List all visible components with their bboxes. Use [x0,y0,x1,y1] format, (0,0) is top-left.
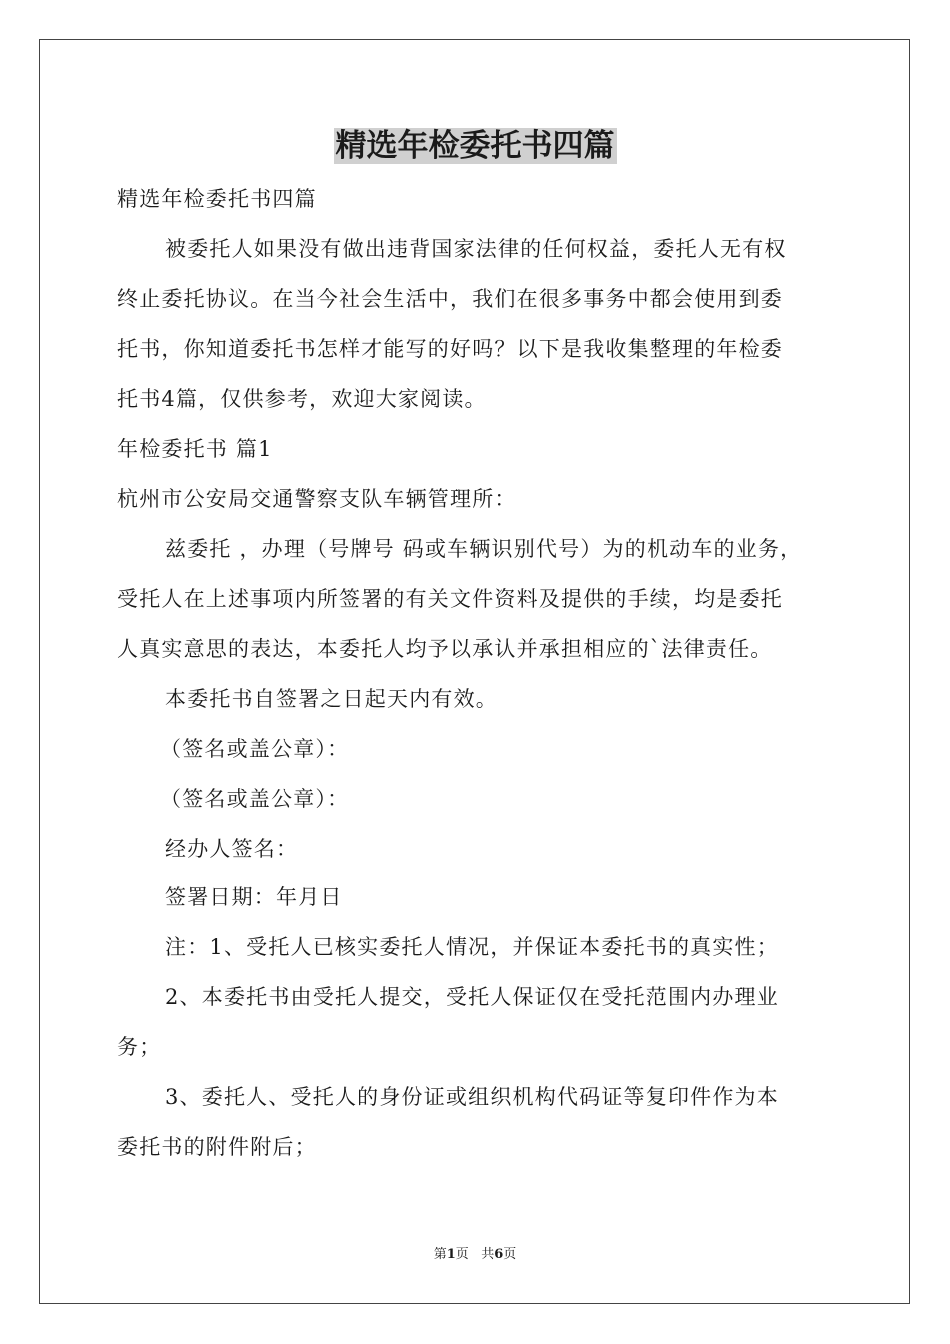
page-footer [0,1246,950,1264]
body-line-2: 受托人在上述事项内所签署的有关文件资料及提供的手续，均是委托 [117,587,783,611]
footer-page-suffix: 页 [455,1247,469,1262]
footer-page-prefix: 第 [433,1247,447,1262]
intro-line-2: 终止委托协议。在当今社会生活中，我们在很多事务中都会使用到委 [117,287,783,311]
page-border [39,39,910,1304]
footer-total-number: 6 [494,1247,504,1262]
footer-total-prefix: 共 [481,1247,495,1262]
note-2-line-1: 2、本委托书由受托人提交，受托人保证仅在受托范围内办理业 [165,985,779,1009]
body-line-1: 兹委托 ，办理（号牌号 码或车辆识别代号）为的机动车的业务， [165,537,803,561]
document-title: 精选年检委托书四篇 [335,128,615,164]
handler-signature: 经办人签名： [165,837,299,861]
note-3-line-2: 委托书的附件附后； [117,1135,317,1159]
note-1: 注：1、受托人已核实委托人情况，并保证本委托书的真实性； [165,935,779,959]
footer-page-number: 1 [446,1247,456,1262]
intro-line-3: 托书，你知道委托书怎样才能写的好吗？以下是我收集整理的年检委 [117,337,783,361]
addressee: 杭州市公安局交通警察支队车辆管理所： [117,487,517,511]
note-3-line-1: 3、委托人、受托人的身份证或组织机构代码证等复印件作为本 [165,1085,779,1109]
sign-date: 签署日期：年月日 [165,885,343,909]
validity-line: 本委托书自签署之日起天内有效。 [165,687,498,711]
body-line-3: 人真实意思的表达，本委托人均予以承认并承担相应的`法律责任。 [117,637,773,661]
note-2-line-2: 务； [117,1035,162,1059]
intro-line-1: 被委托人如果没有做出违背国家法律的任何权益，委托人无有权 [165,237,787,261]
intro-line-4: 托书4篇，仅供参考，欢迎大家阅读。 [117,387,487,411]
signature-line-2: （签名或盖公章）： [160,787,350,811]
footer-total-suffix: 页 [503,1247,517,1262]
section-heading: 年检委托书 篇1 [117,437,273,461]
document-subtitle: 精选年检委托书四篇 [117,187,317,211]
signature-line-1: （签名或盖公章）： [160,737,350,761]
